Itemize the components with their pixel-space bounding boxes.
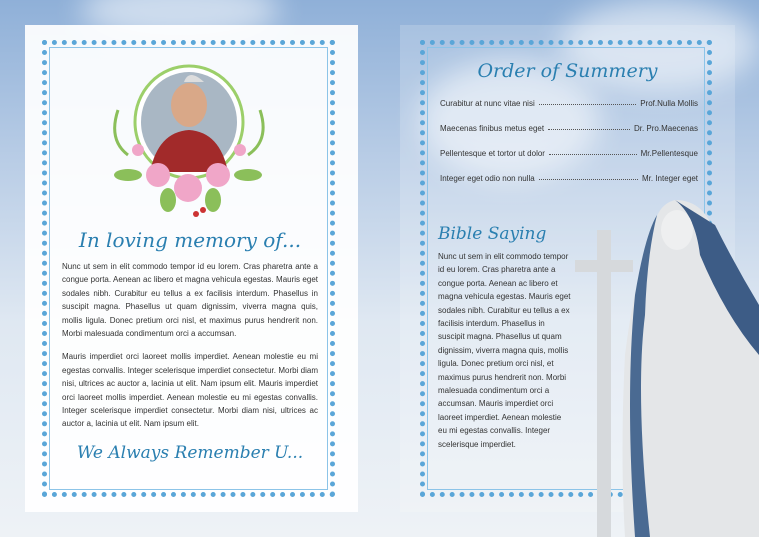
leader-dots xyxy=(539,174,638,180)
order-item-person: Dr. Pro.Maecenas xyxy=(633,124,698,133)
order-item-person: Prof.Nulla Mollis xyxy=(640,99,698,108)
tribute-paragraph-1: Nunc ut sem in elit commodo tempor id eu lorem. Cras pharetra ante a congue porta. Aenean ac libero et magna vehicula egestas. Mauris eget sodales nibh. Curabitur eu tellus a ex facilisis interdum. Phasellus in suscipit magna. Phasellus ut quam dignissim, viverra magna quis, mollis ligula. Donec pretium orci nisl, et maximus purus hendrerit non. Morbi malesuada condimentum orci a accumsan. xyxy=(62,262,318,339)
closing-line: We Always Remember U... xyxy=(76,442,304,463)
tribute-paragraph-2: Mauris imperdiet orci laoreet mollis imperdiet. Aenean molestie eu mi egestas convallis. Integer scelerisque imperdiet consectetur. Morbi diam nisi, ultrices ac auctor a, lacinia ut elit. Nam ipsum elit. Mauris imperdiet orci laoreet mollis imperdiet. Aenean molestie eu mi egestas convallis. Integer scelerisque imperdiet consectetur. Morbi diam nisi, ultrices ac auctor a, lacinia ut elit. Nam ipsum elit. xyxy=(62,352,318,429)
order-item-label: Curabitur at nunc vitae nisi xyxy=(440,99,535,108)
order-item-person: Mr.Pellentesque xyxy=(640,149,698,158)
order-title: Order of Summery xyxy=(477,60,658,82)
memory-heading: In loving memory of... xyxy=(78,228,302,252)
order-item xyxy=(440,174,698,183)
order-item-person: Mr. Integer eget xyxy=(641,174,698,183)
leader-dots xyxy=(549,149,637,155)
order-item-label: Maecenas finibus metus eget xyxy=(440,124,545,133)
order-item xyxy=(440,124,698,133)
statue-image xyxy=(575,195,759,537)
order-item xyxy=(440,149,698,158)
tribute-column xyxy=(62,226,318,465)
order-item-label: Pellentesque et tortor ut dolor xyxy=(440,149,545,158)
portrait-with-flowers xyxy=(98,60,280,222)
order-item-label: Integer eget odio non nulla xyxy=(440,174,535,183)
leader-dots xyxy=(539,99,636,105)
bible-column xyxy=(438,222,572,451)
leader-dots xyxy=(548,124,630,130)
bible-title: Bible Saying xyxy=(438,224,547,244)
order-item xyxy=(440,99,698,108)
bible-text: Nunc ut sem in elit commodo tempor id eu lorem. Cras pharetra ante a congue porta. Aenean ac libero et magna vehicula egestas. Mauris eget sodales nibh. Curabitur eu tellus a ex facilisis interdum. Phasellus in suscipit magna. Phasellus ut quam dignissim, viverra magna quis, mollis ligula. Donec pretium orci nisl, et maximus purus hendrerit non. Morbi malesuada condimentum orci a accumsan. Mauris imperdiet orci laoreet imperdiet. Aenean molestie eu mi egestas convallis. Integer scelerisque imperdiet. xyxy=(438,252,571,449)
